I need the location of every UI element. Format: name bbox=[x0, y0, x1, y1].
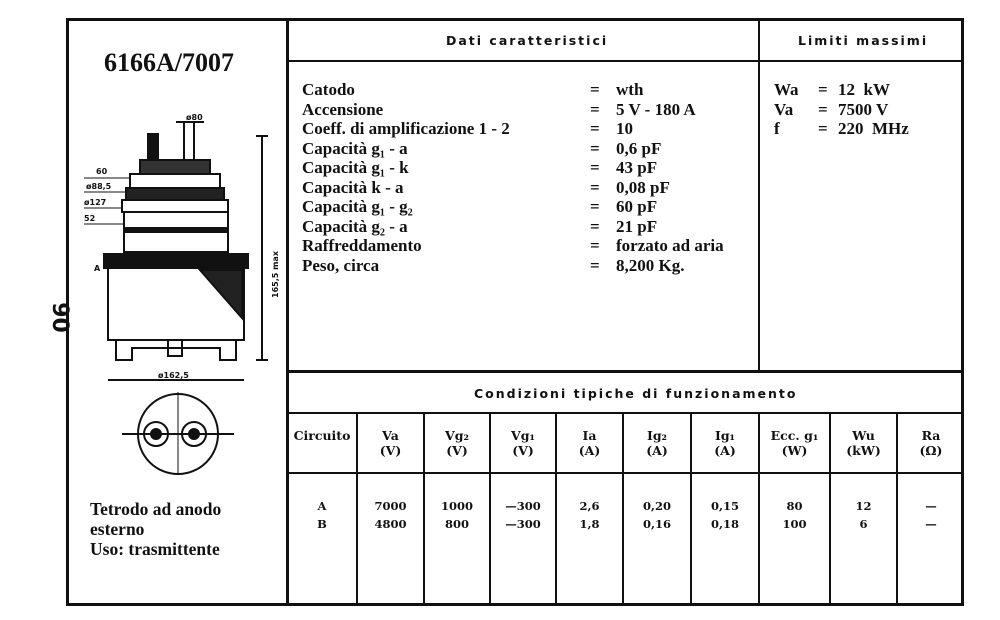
equals-sign: = bbox=[590, 138, 600, 158]
cell: 0,16 bbox=[642, 517, 671, 531]
equals-sign: = bbox=[590, 236, 600, 255]
description-line: esterno bbox=[90, 519, 145, 539]
col-header-ia bbox=[557, 428, 622, 458]
equals-sign: = bbox=[818, 80, 828, 99]
spec-value: 43 pF bbox=[616, 158, 658, 177]
spec-label: Capacità g₂ - a bbox=[302, 216, 408, 236]
spec-value: 8,200 Kg. bbox=[616, 255, 685, 275]
equals-sign: = bbox=[818, 119, 828, 138]
dim-label: ø88,5 bbox=[86, 182, 112, 191]
spec-label: Accensione bbox=[302, 99, 384, 119]
col-name: Ecc. g₁ bbox=[770, 428, 819, 443]
spec-label: Peso, circa bbox=[302, 255, 380, 275]
cell: 0,20 bbox=[642, 499, 671, 513]
cell: 0,18 bbox=[710, 517, 739, 531]
spec-label: Capacità g₁ - g₂ bbox=[302, 197, 413, 216]
limits-divider bbox=[758, 18, 760, 370]
dim-label: 52 bbox=[84, 214, 96, 223]
spec-row bbox=[302, 236, 724, 256]
spec-value: 5 V - 180 A bbox=[616, 99, 696, 119]
equals-sign: = bbox=[590, 158, 600, 177]
col-name: Wu bbox=[852, 428, 875, 443]
equals-sign: = bbox=[590, 216, 600, 236]
spec-value: 60 pF bbox=[616, 197, 658, 216]
spec-row bbox=[302, 100, 724, 120]
spec-row bbox=[302, 139, 724, 159]
description-line: Uso: trasmittente bbox=[90, 539, 220, 559]
col-header-vg1 bbox=[491, 428, 555, 458]
equals-sign: = bbox=[590, 197, 600, 216]
col-name: Va bbox=[382, 428, 399, 443]
characteristics-header: Dati caratteristici bbox=[446, 33, 609, 48]
col-unit: (kW) bbox=[846, 443, 881, 458]
cell: 7000 bbox=[374, 499, 407, 513]
col-unit: (W) bbox=[781, 443, 808, 458]
equals-sign: = bbox=[590, 80, 600, 99]
spec-label: Catodo bbox=[302, 80, 355, 99]
max-limits-header: Limiti massimi bbox=[798, 33, 929, 48]
col-header-ig2 bbox=[624, 428, 690, 458]
limit-row bbox=[774, 80, 909, 100]
tube-model-title: 6166A/7007 bbox=[104, 48, 234, 77]
characteristics-list bbox=[302, 80, 724, 275]
equals-sign: = bbox=[590, 177, 600, 197]
dim-label: 60 bbox=[96, 167, 108, 176]
limit-row bbox=[774, 119, 909, 139]
tube-description bbox=[90, 499, 221, 559]
col-unit: (V) bbox=[512, 443, 534, 458]
limit-label: Va bbox=[774, 99, 794, 119]
cell: 4800 bbox=[374, 517, 407, 531]
spec-row bbox=[302, 217, 724, 237]
col-header-ra bbox=[898, 428, 964, 458]
col-unit: (A) bbox=[578, 443, 601, 458]
page-number: 90 bbox=[46, 302, 72, 333]
header-divider bbox=[286, 60, 964, 62]
col-unit: (A) bbox=[714, 443, 736, 458]
dim-label-height: 165,5 max bbox=[271, 251, 280, 298]
cell: — bbox=[925, 517, 937, 531]
equals-sign: = bbox=[818, 99, 828, 119]
conditions-header-divider bbox=[286, 412, 964, 414]
col-name: Ia bbox=[582, 428, 597, 443]
col-unit: (V) bbox=[446, 443, 468, 458]
equals-sign: = bbox=[590, 119, 600, 138]
spec-value: forzato ad aria bbox=[616, 236, 724, 255]
spec-label: Raffreddamento bbox=[302, 236, 422, 255]
col-header-vg2 bbox=[425, 428, 489, 458]
cell: — bbox=[925, 499, 937, 513]
col-name: Vg₂ bbox=[445, 428, 469, 443]
dim-label: A bbox=[94, 264, 101, 273]
spec-row bbox=[302, 256, 724, 276]
dim-label: ø162,5 bbox=[158, 371, 189, 380]
typical-conditions-header: Condizioni tipiche di funzionamento bbox=[474, 386, 798, 401]
cell: 800 bbox=[444, 517, 469, 531]
table-header-divider bbox=[286, 472, 964, 474]
max-limits-list bbox=[774, 80, 909, 139]
spec-row bbox=[302, 178, 724, 198]
dim-label-anode-cap: ø80 bbox=[186, 113, 203, 122]
col-name: Vg₁ bbox=[511, 428, 535, 443]
cell: B bbox=[317, 517, 327, 531]
col-header-wu bbox=[831, 428, 896, 458]
spec-row bbox=[302, 80, 724, 100]
col-unit: (V) bbox=[379, 443, 402, 458]
spec-label: Coeff. di amplificazione 1 - 2 bbox=[302, 119, 510, 138]
col-name: Ig₁ bbox=[714, 428, 736, 443]
limit-label: Wa bbox=[774, 80, 799, 99]
col-unit: (Ω) bbox=[919, 443, 943, 458]
spec-row bbox=[302, 119, 724, 139]
cell: A bbox=[317, 499, 327, 513]
cell: —300 bbox=[505, 517, 541, 531]
cell: 6 bbox=[859, 517, 868, 531]
cell: —300 bbox=[505, 499, 541, 513]
col-header-ecc bbox=[760, 428, 829, 458]
col-header-circuito bbox=[288, 428, 356, 443]
spec-value: 21 pF bbox=[616, 216, 658, 236]
limit-label: f bbox=[774, 119, 780, 138]
cell: 100 bbox=[782, 517, 807, 531]
limit-row bbox=[774, 100, 909, 120]
col-unit: (A) bbox=[646, 443, 668, 458]
tube-outline-drawing bbox=[70, 108, 284, 478]
cell: 1000 bbox=[440, 499, 473, 513]
spec-row bbox=[302, 197, 724, 217]
spec-value: 10 bbox=[616, 119, 633, 138]
spec-value: 0,6 pF bbox=[616, 138, 662, 158]
conditions-top-divider bbox=[286, 370, 964, 373]
description-line: Tetrodo ad anodo bbox=[90, 499, 222, 519]
limit-value: 12 kW bbox=[838, 80, 890, 99]
spec-row bbox=[302, 158, 724, 178]
cell: 0,15 bbox=[710, 499, 739, 513]
spec-label: Capacità g₁ - a bbox=[302, 138, 408, 158]
spec-label: Capacità k - a bbox=[302, 177, 404, 197]
limit-value: 7500 V bbox=[838, 99, 889, 119]
equals-sign: = bbox=[590, 99, 600, 119]
cell: 80 bbox=[786, 499, 803, 513]
cell: 1,8 bbox=[579, 517, 600, 531]
col-header-va bbox=[358, 428, 423, 458]
col-name: Circuito bbox=[293, 428, 351, 443]
col-name: Ig₂ bbox=[646, 428, 668, 443]
equals-sign: = bbox=[590, 255, 600, 275]
spec-label: Capacità g₁ - k bbox=[302, 158, 409, 177]
spec-value: wth bbox=[616, 80, 644, 99]
dim-label: ø127 bbox=[84, 198, 107, 207]
col-name: Ra bbox=[921, 428, 941, 443]
cell: 12 bbox=[855, 499, 872, 513]
cell: 2,6 bbox=[579, 499, 600, 513]
spec-value: 0,08 pF bbox=[616, 177, 670, 197]
col-header-ig1 bbox=[692, 428, 758, 458]
limit-value: 220 MHz bbox=[838, 119, 909, 138]
